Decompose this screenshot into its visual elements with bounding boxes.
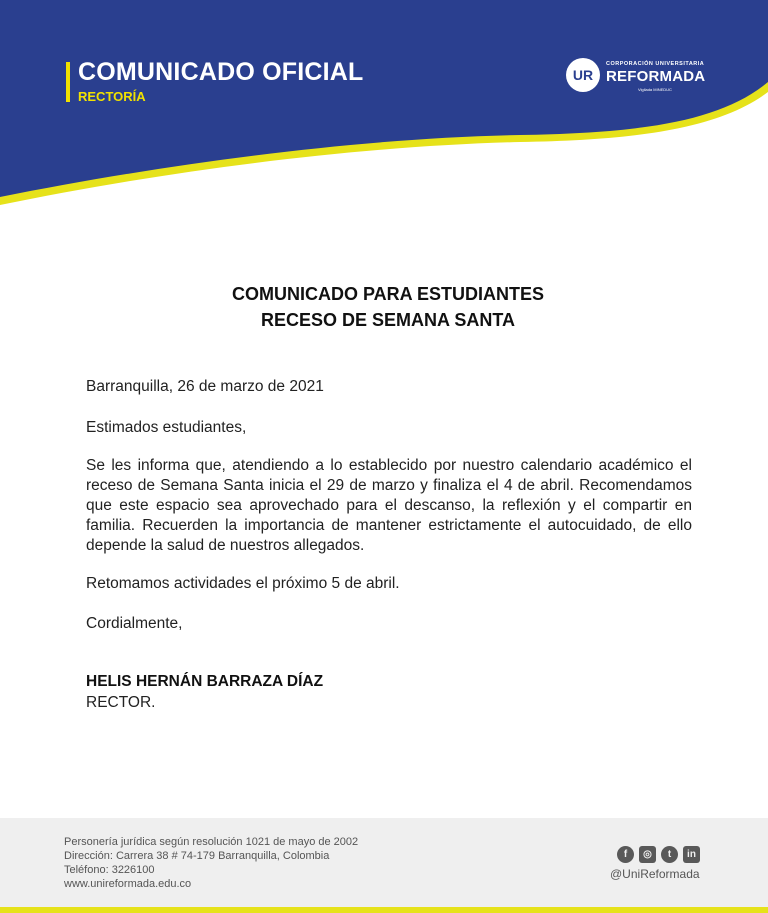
header-background bbox=[0, 0, 768, 220]
closing-line: Cordialmente, bbox=[86, 615, 183, 632]
twitter-icon[interactable]: t bbox=[661, 846, 678, 863]
body-paragraph: Se les informa que, atendiendo a lo establecido por nuestro calendario académico el receso de Semana Santa inicia el 29 de marzo y finaliza el 4 de abril. Recomendamos que este espacio sea aprovechado para el descanso, la reflexión y el compartir en familia. Recuerden la importancia de mantener estrictamente el autocuidado, de ello depende la salud de nuestros allegados. bbox=[86, 457, 692, 554]
date-line: Barranquilla, 26 de marzo de 2021 bbox=[86, 378, 324, 395]
signer-name: HELIS HERNÁN BARRAZA DÍAZ bbox=[86, 673, 324, 690]
linkedin-icon[interactable]: in bbox=[683, 846, 700, 863]
resume-line: Retomamos actividades el próximo 5 de abril. bbox=[86, 575, 400, 592]
logo-tagline: Vigilada MINEDUC bbox=[638, 87, 672, 92]
footer-stripe bbox=[0, 907, 768, 913]
footer-address: Dirección: Carrera 38 # 74-179 Barranquilla, Colombia bbox=[64, 850, 330, 862]
greeting: Estimados estudiantes, bbox=[86, 419, 247, 436]
social-icons bbox=[617, 846, 700, 864]
logo-name: REFORMADA bbox=[606, 68, 706, 85]
logo-small-text: CORPORACIÓN UNIVERSITARIA bbox=[606, 61, 705, 67]
footer-phone: Teléfono: 3226100 bbox=[64, 864, 155, 876]
footer-legal: Personería jurídica según resolución 1021 de mayo de 2002 bbox=[64, 836, 359, 848]
logo-monogram: UR bbox=[566, 58, 600, 92]
instagram-icon[interactable]: ◎ bbox=[639, 846, 656, 863]
university-logo bbox=[566, 58, 716, 98]
header-accent-bar bbox=[66, 62, 70, 102]
header-subtitle: RECTORÍA bbox=[78, 89, 146, 104]
document-title-line2: RECESO DE SEMANA SANTA bbox=[260, 310, 516, 330]
footer-website[interactable]: www.unireformada.edu.co bbox=[64, 878, 192, 890]
header-title: COMUNICADO OFICIAL bbox=[78, 58, 364, 86]
social-handle[interactable]: @UniReformada bbox=[610, 867, 700, 881]
document-title-line1: COMUNICADO PARA ESTUDIANTES bbox=[231, 284, 544, 304]
facebook-icon[interactable]: f bbox=[617, 846, 634, 863]
signer-role: RECTOR. bbox=[86, 694, 156, 711]
